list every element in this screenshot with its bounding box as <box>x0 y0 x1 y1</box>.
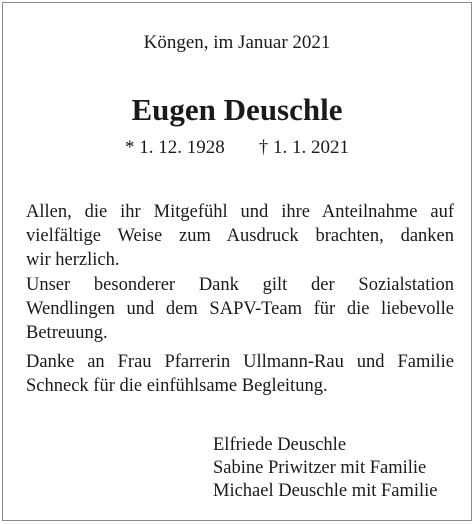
signature-entry: Sabine Priwitzer mit Familie <box>213 458 427 478</box>
signature-entry: Elfriede Deuschle <box>213 435 347 455</box>
death-date: † 1. 1. 2021 <box>258 137 349 158</box>
signature-entry: Michael Deuschle mit Familie <box>213 481 438 501</box>
paragraph-line: Schneck für die einfühlsame Begleitung. <box>26 376 328 396</box>
place-date: Köngen, im Januar 2021 <box>143 32 331 53</box>
signature-list <box>213 434 438 503</box>
birth-date: * 1. 12. 1928 <box>125 137 225 158</box>
thanks-paragraph-care-team <box>26 273 454 345</box>
paragraph-line: vielfältige Weise zum Ausdruck brachten, danken <box>26 226 454 246</box>
life-dates <box>3 137 471 159</box>
thanks-paragraph-general <box>26 200 454 272</box>
paragraph-line: Unser besonderer Dank gilt der Sozialstation <box>26 275 454 295</box>
paragraph-line: wir herzlich. <box>26 250 120 270</box>
thanks-paragraph-pastor <box>26 350 454 398</box>
deceased-name: Eugen Deuschle <box>131 92 343 127</box>
paragraph-line: Wendlingen und dem SAPV-Team für die liebevolle <box>26 299 454 319</box>
paragraph-line: Danke an Frau Pfarrerin Ullmann-Rau und Familie <box>26 352 454 372</box>
obituary-notice <box>2 2 472 521</box>
paragraph-line: Betreuung. <box>26 323 108 343</box>
paragraph-line: Allen, die ihr Mitgefühl und ihre Anteilnahme auf <box>26 202 454 222</box>
